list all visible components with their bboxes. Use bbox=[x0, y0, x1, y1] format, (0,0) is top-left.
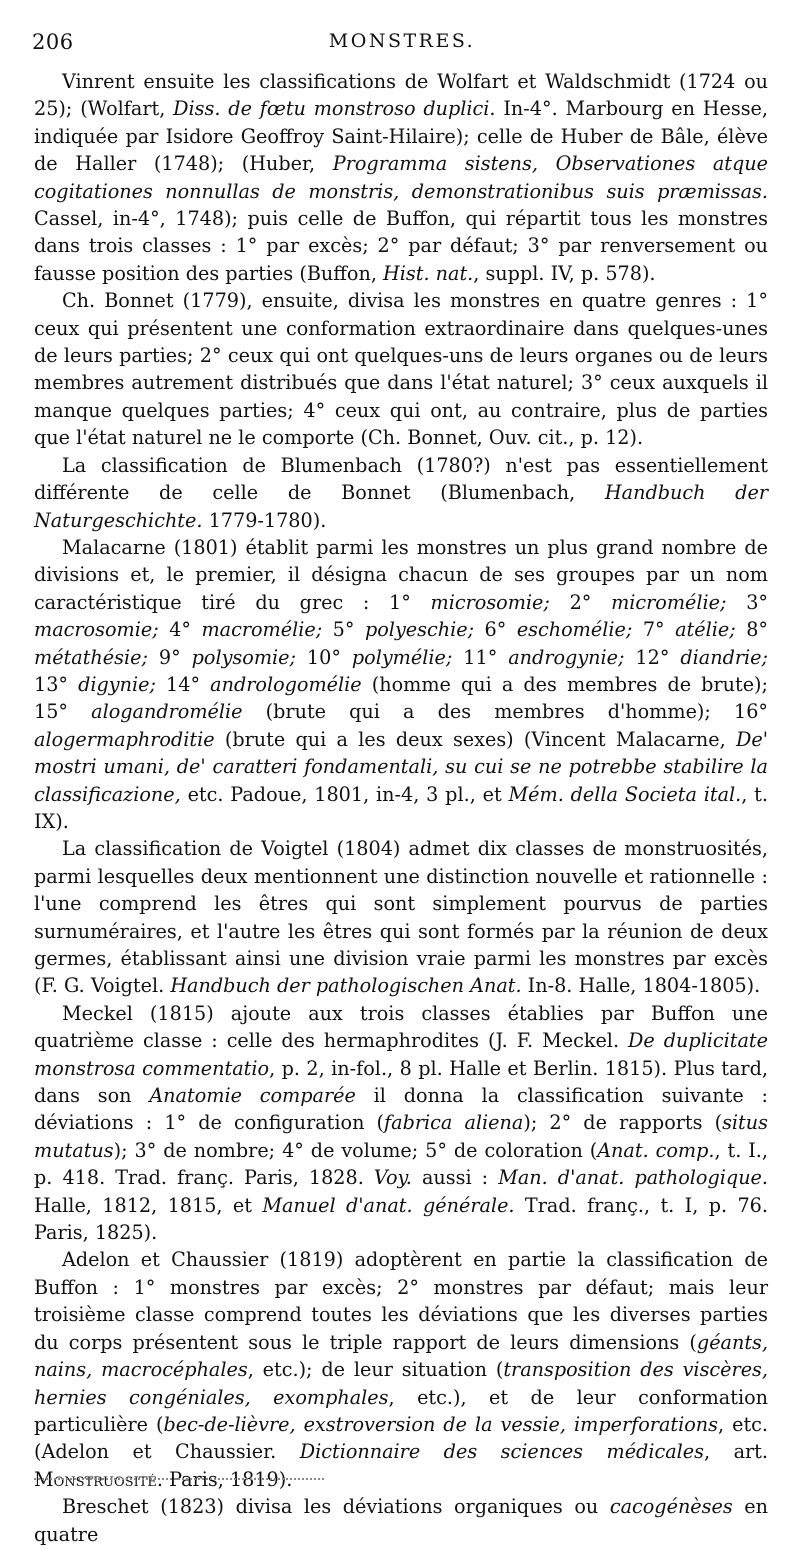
text-run: La classification de Blumenbach (1780?) n'est pas essentiellement différente de celle de Bonnet (Blumenbach, bbox=[34, 453, 768, 505]
text-run: Halle, 1812, 1815, et bbox=[34, 1193, 263, 1217]
page-number: 206 bbox=[32, 30, 74, 54]
text-run: 4° bbox=[158, 618, 202, 642]
text-run: il donna la classification suivante : déviations : 1° de configuration ( bbox=[34, 1084, 768, 1135]
text-run: 6° bbox=[474, 618, 517, 642]
text-run: (homme qui a des membres de brute); 15° bbox=[34, 672, 768, 724]
text-run: , t. IX). bbox=[34, 782, 768, 833]
small-caps-text: Monstruosité bbox=[34, 1467, 157, 1491]
italic-text: Anat. comp. bbox=[597, 1138, 715, 1162]
text-run: , t. I., p. 418. Trad. franç. Paris, 1828. bbox=[34, 1138, 768, 1190]
text-run: 2° bbox=[549, 590, 612, 614]
paragraph bbox=[34, 452, 768, 534]
text-run: In-4°. Marbourg en Hesse, indiquée par Isidore Geoffroy Saint-Hilaire); celle de Huber de Bâle, élève de Haller (1748); (Huber, bbox=[34, 97, 768, 176]
text-run: , p. 2, in-fol., 8 pl. Halle et Berlin. 1815). Plus tard, dans son bbox=[34, 1056, 768, 1108]
paragraph bbox=[34, 1246, 768, 1493]
italic-text: andrologomélie bbox=[210, 672, 362, 696]
italic-text: polysomie; bbox=[191, 645, 296, 669]
italic-text: Diss. de fœtu monstroso duplici. bbox=[173, 97, 496, 121]
text-run: ); 2° de rapports ( bbox=[523, 1111, 723, 1135]
italic-text: alogandromélie bbox=[91, 700, 243, 724]
italic-text: macromélie; bbox=[201, 618, 323, 642]
italic-text: atélie; bbox=[675, 618, 736, 642]
text-run: etc. Padoue, 1801, in-4, 3 pl., et bbox=[180, 782, 509, 806]
italic-text: bec-de-lièvre, exstroversion de la vessie, imperforations bbox=[163, 1412, 718, 1436]
italic-text: alogermaphroditie bbox=[34, 727, 215, 751]
italic-text: De duplicitate monstrosa commentatio bbox=[34, 1029, 768, 1080]
italic-text: fabrica aliena bbox=[384, 1111, 524, 1135]
text-run: 11° bbox=[452, 645, 509, 669]
paragraph bbox=[34, 1493, 768, 1548]
italic-text: Handbuch der Naturgeschichte. bbox=[34, 481, 768, 532]
text-run: Vinrent ensuite les classifications de Wolfart et Waldschmidt (1724 ou 25); (Wolfart, bbox=[34, 70, 768, 121]
italic-text: Mém. della Societa ital. bbox=[508, 782, 742, 806]
text-run: Trad. franç., t. I, p. 76. Paris, 1825). bbox=[34, 1193, 768, 1245]
italic-text: Programma sistens, Observationes atque cogitationes nonnullas de monstris, demonstrationibus suis præmissas. bbox=[34, 152, 768, 203]
text-run: 3° bbox=[726, 590, 768, 614]
italic-text: androgynie; bbox=[508, 645, 625, 669]
text-run: La classification de Voigtel (1804) admet dix classes de monstruosités, parmi lesquelles deux mentionnent une distinction nouvelle et rationnelle : l'une comprend les êtres qui sont simplement pourvus de parties surnuméraires, et l'autre les êtres qui sont formés par la réunion de deux germes, établissant ainsi une division vraie parmi les monstres par excès (F. G. Voigtel. bbox=[34, 837, 768, 998]
text-run: Malacarne (1801) établit parmi les monstres un plus grand nombre de divisions et, le premier, il désigna chacun de ses groupes par un nom caractéristique tiré du grec : 1° bbox=[34, 535, 768, 614]
text-run: ); 3° de nombre; 4° de volume; 5° de coloration ( bbox=[113, 1138, 598, 1162]
text-run: 9° bbox=[147, 645, 192, 669]
paragraph bbox=[34, 835, 768, 999]
italic-text: situs mutatus bbox=[34, 1111, 768, 1162]
text-run: , etc. (Adelon et Chaussier. bbox=[34, 1412, 769, 1464]
italic-text: diandrie; bbox=[680, 645, 769, 669]
text-run: (brute qui a les deux sexes) (Vincent Malacarne, bbox=[214, 727, 736, 751]
text-run: Adelon et Chaussier (1819) adoptèrent en partie la classification de Buffon : 1° monstres par excès; 2° monstres par défaut; mais leur troisième classe comprend toutes les déviations que les diverses parties du corps présentent sous le triple rapport de leurs dimensions ( bbox=[34, 1248, 768, 1354]
paragraph bbox=[34, 287, 768, 451]
text-run: 14° bbox=[155, 672, 211, 696]
text-run: In-8. Halle, 1804-1805). bbox=[521, 974, 761, 998]
running-title: MONSTRES. bbox=[328, 30, 476, 52]
paragraph bbox=[34, 534, 768, 835]
italic-text: polymélie; bbox=[351, 645, 453, 669]
italic-text: Man. d'anat. pathologique. bbox=[498, 1166, 769, 1190]
italic-text: transposition des viscères, hernies congéniales, exomphales bbox=[34, 1358, 768, 1409]
italic-text: De' mostri umani, de' caratteri fondamentali, su cui se ne potrebbe stabilire la classificazione, bbox=[34, 727, 768, 806]
text-run: Ch. Bonnet (1779), ensuite, divisa les monstres en quatre genres : 1° ceux qui présentent une conformation extraordinaire dans quelques-unes de leurs parties; 2° ceux qui ont quelques-uns de leurs organes ou de leurs membres autrement distribués que dans l'état naturel; 3° ceux auxquels il manque quelques parties; 4° ceux qui ont, au contraire, plus de parties que l'état naturel ne le comporte (Ch. Bonnet, Ouv. cit., p. 12). bbox=[34, 289, 768, 450]
text-run: Breschet (1823) divisa les déviations organiques ou bbox=[62, 1495, 610, 1519]
italic-text: eschomélie; bbox=[516, 618, 633, 642]
text-run: Meckel (1815) ajoute aux trois classes établies par Buffon une quatrième classe : celle des hermaphrodites (J. F. Meckel. bbox=[34, 1001, 768, 1053]
italic-text: microsomie; bbox=[430, 590, 550, 614]
italic-text: Handbuch der pathologischen Anat. bbox=[170, 974, 522, 998]
body-text bbox=[34, 68, 768, 1548]
text-run: 5° bbox=[322, 618, 365, 642]
text-run: 10° bbox=[295, 645, 352, 669]
paragraph bbox=[34, 1000, 768, 1247]
text-run: 12° bbox=[624, 645, 681, 669]
text-run: en quatre bbox=[34, 1495, 769, 1546]
text-run: aussi : bbox=[411, 1166, 499, 1190]
text-run: , suppl. IV, p. 578). bbox=[473, 261, 656, 285]
italic-text: Voy. bbox=[373, 1166, 412, 1190]
text-run: 8° bbox=[735, 618, 769, 642]
italic-text: cacogénèses bbox=[609, 1495, 733, 1519]
paragraph bbox=[34, 68, 768, 287]
italic-text: macrosomie; bbox=[34, 618, 159, 642]
text-run: . Paris, 1819). bbox=[156, 1467, 293, 1491]
text-run: , etc.); de leur situation ( bbox=[247, 1358, 504, 1382]
text-run: , art. bbox=[704, 1440, 768, 1464]
footer-rule bbox=[34, 1478, 324, 1480]
page-header bbox=[32, 30, 772, 60]
text-run: (brute qui a des membres d'homme); 16° bbox=[242, 700, 768, 724]
italic-text: polyeschie; bbox=[364, 618, 475, 642]
italic-text: Dictionnaire des sciences médicales bbox=[299, 1440, 704, 1464]
text-run: , etc.), et de leur conformation particulière ( bbox=[34, 1385, 768, 1436]
italic-text: micromélie; bbox=[611, 590, 727, 614]
italic-text: digynie; bbox=[78, 672, 156, 696]
italic-text: Hist. nat. bbox=[383, 261, 474, 285]
italic-text: géants, nains, macrocéphales bbox=[34, 1330, 768, 1382]
text-run: 7° bbox=[632, 618, 676, 642]
text-run: 1779-1780). bbox=[202, 508, 327, 532]
text-run: Cassel, in-4°, 1748); puis celle de Buffon, qui répartit tous les monstres dans trois classes : 1° par excès; 2° par défaut; 3° par renversement ou fausse position des parties (Buffon, bbox=[34, 207, 768, 285]
italic-text: Anatomie comparée bbox=[149, 1084, 356, 1108]
italic-text: Manuel d'anat. générale. bbox=[262, 1193, 515, 1217]
italic-text: métathésie; bbox=[34, 645, 148, 669]
text-run: 13° bbox=[34, 672, 79, 696]
